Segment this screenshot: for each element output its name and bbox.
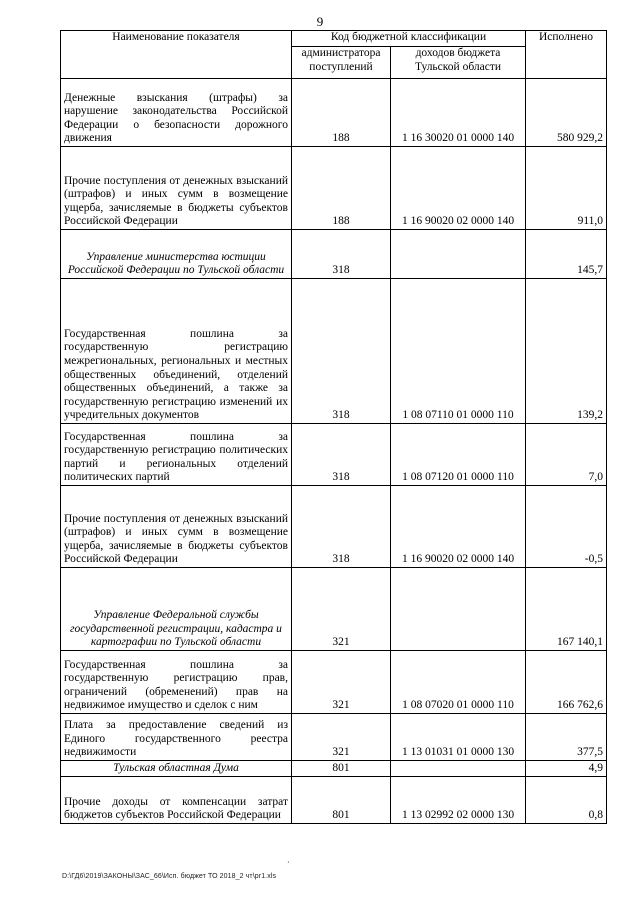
row-name: Тульская областная Дума: [61, 761, 292, 777]
table-row: [61, 147, 607, 230]
row-executed: 166 762,6: [526, 651, 607, 714]
row-admin-code: 318: [292, 279, 391, 424]
row-name: Государственная пошлина за государственную регистрацию прав, ограничений (обременений) прав на недвижимое имущество и сделок с ним: [61, 651, 292, 714]
row-executed: 139,2: [526, 279, 607, 424]
row-name: Управление Федеральной службы государственной регистрации, кадастра и картографии по Тульской области: [61, 568, 292, 651]
header-admin: администратора поступлений: [292, 47, 391, 79]
footer-file-path: D:\ГД6\2019\ЗАКОНЫ\ЗАС_66\Исп. бюджет ТО 2018_2 чт\pr1.xls: [62, 873, 277, 880]
row-executed: -0,5: [526, 486, 607, 568]
page-number: 9: [316, 14, 324, 29]
row-income-code: 1 13 01031 01 0000 130: [391, 714, 526, 761]
row-executed: 911,0: [526, 147, 607, 230]
row-income-code: 1 16 90020 02 0000 140: [391, 486, 526, 568]
row-income-code: [391, 568, 526, 651]
row-admin-code: 801: [292, 777, 391, 824]
row-admin-code: 801: [292, 761, 391, 777]
table-row: [61, 761, 607, 777]
row-admin-code: 318: [292, 486, 391, 568]
row-executed: 167 140,1: [526, 568, 607, 651]
row-name: Прочие поступления от денежных взысканий (штрафов) и иных сумм в возмещение ущерба, зачисляемые в бюджеты субъектов Российской Федерации: [61, 486, 292, 568]
row-executed: 4,9: [526, 761, 607, 777]
row-admin-code: 321: [292, 568, 391, 651]
row-income-code: 1 13 02992 02 0000 130: [391, 777, 526, 824]
table-row: [61, 714, 607, 761]
row-income-code: 1 08 07110 01 0000 110: [391, 279, 526, 424]
table-row: [61, 777, 607, 824]
row-income-code: [391, 761, 526, 777]
table-row: [61, 568, 607, 651]
row-admin-code: 321: [292, 714, 391, 761]
header-name: Наименование показателя: [61, 31, 292, 79]
table-row: [61, 651, 607, 714]
row-executed: 377,5: [526, 714, 607, 761]
stray-dot: ·: [287, 858, 290, 867]
row-admin-code: 188: [292, 79, 391, 147]
table-row: [61, 230, 607, 279]
header-income: доходов бюджета Тульской области: [391, 47, 526, 79]
header-code-group: Код бюджетной классификации: [292, 31, 526, 47]
row-name: Управление министерства юстиции Российской Федерации по Тульской области: [61, 230, 292, 279]
row-admin-code: 188: [292, 147, 391, 230]
row-admin-code: 318: [292, 230, 391, 279]
budget-table: [60, 30, 607, 824]
row-executed: 580 929,2: [526, 79, 607, 147]
row-admin-code: 321: [292, 651, 391, 714]
row-name: Прочие поступления от денежных взысканий (штрафов) и иных сумм в возмещение ущерба, зачисляемые в бюджеты субъектов Российской Федерации: [61, 147, 292, 230]
row-income-code: 1 16 90020 02 0000 140: [391, 147, 526, 230]
row-name: Прочие доходы от компенсации затрат бюджетов субъектов Российской Федерации: [61, 777, 292, 824]
table-body: [61, 79, 607, 824]
row-executed: 145,7: [526, 230, 607, 279]
row-executed: 0,8: [526, 777, 607, 824]
row-name: Государственная пошлина за государственную регистрацию межрегиональных, региональных и местных общественных объединений, отделений общественных объединений, а также за государственную регистрацию изменений их учредительных документов: [61, 279, 292, 424]
table-row: [61, 486, 607, 568]
row-name: Плата за предоставление сведений из Единого государственного реестра недвижимости: [61, 714, 292, 761]
row-executed: 7,0: [526, 424, 607, 486]
row-income-code: 1 08 07120 01 0000 110: [391, 424, 526, 486]
row-income-code: [391, 230, 526, 279]
table-row: [61, 424, 607, 486]
header-executed: Исполнено: [526, 31, 607, 79]
row-income-code: 1 16 30020 01 0000 140: [391, 79, 526, 147]
row-admin-code: 318: [292, 424, 391, 486]
table-row: [61, 79, 607, 147]
row-name: Денежные взыскания (штрафы) за нарушение законодательства Российской Федерации о безопасности дорожного движения: [61, 79, 292, 147]
table-row: [61, 279, 607, 424]
row-name: Государственная пошлина за государственную регистрацию политических партий и региональных отделений политических партий: [61, 424, 292, 486]
row-income-code: 1 08 07020 01 0000 110: [391, 651, 526, 714]
